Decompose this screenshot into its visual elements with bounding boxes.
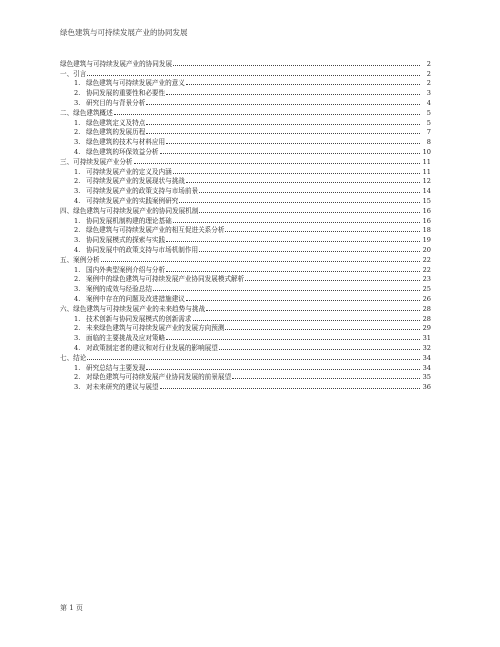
toc-page-number: 16: [422, 216, 431, 225]
toc-dot-leader: [225, 231, 420, 232]
toc-dot-leader: [219, 349, 420, 350]
toc-entry-title: 对政策制定者的建议和对行业发展的影响展望: [86, 343, 218, 352]
toc-dot-leader: [134, 163, 420, 164]
toc-dot-leader: [245, 280, 420, 281]
toc-dot-leader: [87, 359, 420, 360]
toc-dot-leader: [186, 84, 420, 85]
toc-dot-leader: [166, 339, 420, 340]
toc-entry-title: 绿色建筑的环保效益分析: [86, 147, 159, 156]
table-of-contents: [60, 58, 431, 391]
toc-page-number: 28: [422, 304, 431, 313]
toc-page-number: 10: [422, 147, 431, 156]
toc-subentry[interactable]: [60, 225, 431, 235]
toc-dot-leader: [199, 192, 420, 193]
toc-page-number: 32: [422, 343, 431, 352]
toc-entry-number: 2.: [74, 89, 81, 98]
toc-entry-number: 2.: [74, 373, 81, 382]
toc-subentry[interactable]: [60, 381, 431, 391]
toc-page-number: 22: [422, 255, 431, 264]
toc-subentry[interactable]: [60, 323, 431, 333]
toc-subentry[interactable]: [60, 342, 431, 352]
toc-entry[interactable]: [60, 107, 431, 117]
toc-entry-title: 绿色建筑与可持续发展产业的协同发展: [60, 59, 173, 68]
toc-entry-number: 1.: [74, 265, 81, 274]
toc-entry[interactable]: [60, 352, 431, 362]
page-header: 绿色建筑与可持续发展产业的协同发展: [60, 28, 188, 37]
toc-page-number: 36: [422, 383, 431, 392]
toc-entry-title: 可持续发展产业的政策支持与市场前景: [86, 187, 199, 196]
toc-subentry[interactable]: [60, 215, 431, 225]
toc-subentry[interactable]: [60, 176, 431, 186]
toc-subentry[interactable]: [60, 372, 431, 382]
toc-subentry[interactable]: [60, 166, 431, 176]
toc-entry[interactable]: [60, 205, 431, 215]
toc-entry-title: 协同发展的重要性和必要性: [86, 89, 166, 98]
toc-subentry[interactable]: [60, 234, 431, 244]
toc-page-number: 5: [426, 108, 431, 117]
toc-entry-title: 国内外典型案例介绍与分析: [86, 265, 166, 274]
toc-page-number: 26: [422, 294, 431, 303]
toc-subentry[interactable]: [60, 293, 431, 303]
toc-page-number: 11: [422, 167, 431, 176]
toc-entry-number: 3.: [74, 236, 81, 245]
toc-dot-leader: [146, 104, 420, 105]
toc-entry[interactable]: [60, 58, 431, 68]
toc-subentry[interactable]: [60, 127, 431, 137]
toc-subentry[interactable]: [60, 283, 431, 293]
toc-subentry[interactable]: [60, 136, 431, 146]
toc-entry-title: 绿色建筑定义及特点: [86, 118, 146, 127]
toc-dot-leader: [166, 271, 420, 272]
toc-entry-title: 可持续发展产业的实践案例研究: [86, 196, 179, 205]
toc-entry[interactable]: [60, 68, 431, 78]
toc-dot-leader: [166, 241, 420, 242]
toc-dot-leader: [173, 65, 420, 66]
toc-page-number: 3: [426, 89, 431, 98]
toc-dot-leader: [173, 173, 420, 174]
toc-entry-title: 案例中存在的问题及改进措施建议: [86, 294, 185, 303]
toc-entry-number: 3.: [74, 98, 81, 107]
toc-entry-number: 1.: [74, 79, 81, 88]
toc-entry-number: 1.: [74, 363, 81, 372]
toc-subentry[interactable]: [60, 274, 431, 284]
toc-subentry[interactable]: [60, 244, 431, 254]
toc-entry-title: 绿色建筑的发展历程: [86, 128, 146, 137]
toc-subentry[interactable]: [60, 78, 431, 88]
toc-entry-title: 六、绿色建筑与可持续发展产业的未来趋势与挑战: [60, 304, 206, 313]
toc-dot-leader: [101, 261, 420, 262]
toc-subentry[interactable]: [60, 362, 431, 372]
toc-subentry[interactable]: [60, 313, 431, 323]
toc-entry-title: 绿色建筑的技术与材料应用: [86, 138, 166, 147]
toc-entry-number: 4.: [74, 147, 81, 156]
toc-entry[interactable]: [60, 254, 431, 264]
toc-dot-leader: [199, 212, 420, 213]
toc-page-number: 18: [422, 226, 431, 235]
toc-entry-title: 五、案例分析: [60, 255, 100, 264]
toc-page-number: 7: [426, 128, 431, 137]
toc-page-number: 16: [422, 206, 431, 215]
toc-page-number: 12: [422, 177, 431, 186]
toc-entry-number: 3.: [74, 383, 81, 392]
toc-dot-leader: [206, 310, 420, 311]
toc-subentry[interactable]: [60, 264, 431, 274]
toc-entry-number: 2.: [74, 128, 81, 137]
toc-entry-number: 2.: [74, 275, 81, 284]
toc-entry-title: 二、绿色建筑概述: [60, 108, 113, 117]
toc-entry-title: 绿色建筑与可持续发展产业的意义: [86, 79, 185, 88]
toc-dot-leader: [199, 251, 420, 252]
toc-entry-number: 1.: [74, 216, 81, 225]
toc-dot-leader: [173, 222, 420, 223]
toc-subentry[interactable]: [60, 146, 431, 156]
toc-dot-leader: [232, 378, 420, 379]
toc-page-number: 22: [422, 265, 431, 274]
toc-page-number: 14: [422, 187, 431, 196]
toc-entry-title: 协同发展中的政策支持与市场机制作用: [86, 245, 199, 254]
toc-entry-title: 案例中的绿色建筑与可持续发展产业协同发展模式解析: [86, 275, 245, 284]
toc-dot-leader: [160, 388, 420, 389]
toc-page-number: 35: [422, 373, 431, 382]
toc-entry-number: 2.: [74, 177, 81, 186]
toc-entry-number: 1.: [74, 314, 81, 323]
toc-entry-title: 一、引言: [60, 69, 87, 78]
toc-entry-title: 协同发展机制构建的理论基础: [86, 216, 172, 225]
toc-entry-title: 对未来研究的建议与展望: [86, 383, 159, 392]
toc-dot-leader: [146, 133, 420, 134]
toc-page-number: 19: [422, 236, 431, 245]
toc-entry-title: 研究总结与主要发现: [86, 363, 146, 372]
toc-subentry[interactable]: [60, 87, 431, 97]
toc-subentry[interactable]: [60, 195, 431, 205]
toc-entry-title: 可持续发展产业的定义及内涵: [86, 167, 172, 176]
toc-entry-number: 3.: [74, 285, 81, 294]
toc-entry-title: 案例的成效与经验总结: [86, 285, 152, 294]
toc-entry-number: 2.: [74, 226, 81, 235]
toc-entry-number: 4.: [74, 294, 81, 303]
toc-entry-number: 1.: [74, 118, 81, 127]
toc-dot-leader: [225, 329, 420, 330]
page-footer: 第 1 页: [60, 604, 83, 612]
toc-entry-title: 协同发展模式的探索与实践: [86, 236, 166, 245]
toc-page-number: 5: [426, 118, 431, 127]
toc-dot-leader: [160, 153, 420, 154]
toc-page-number: 2: [426, 59, 431, 68]
toc-dot-leader: [153, 290, 420, 291]
toc-entry[interactable]: [60, 303, 431, 313]
toc-subentry[interactable]: [60, 97, 431, 107]
toc-entry-number: 3.: [74, 138, 81, 147]
toc-entry-title: 四、绿色建筑与可持续发展产业的协同发展机制: [60, 206, 199, 215]
toc-entry-number: 1.: [74, 167, 81, 176]
toc-page-number: 11: [422, 157, 431, 166]
toc-entry-title: 可持续发展产业的发展现状与挑战: [86, 177, 185, 186]
toc-dot-leader: [87, 75, 420, 76]
toc-dot-leader: [146, 124, 420, 125]
toc-page-number: 31: [422, 334, 431, 343]
toc-entry-title: 绿色建筑与可持续发展产业的相互促进关系分析: [86, 226, 225, 235]
toc-entry-number: 3.: [74, 187, 81, 196]
toc-page-number: 25: [422, 285, 431, 294]
toc-dot-leader: [166, 94, 420, 95]
toc-page-number: 29: [422, 324, 431, 333]
toc-entry-title: 三、可持续发展产业分析: [60, 157, 133, 166]
toc-dot-leader: [146, 369, 420, 370]
toc-entry-number: 4.: [74, 343, 81, 352]
toc-entry-number: 4.: [74, 245, 81, 254]
toc-entry-title: 未来绿色建筑与可持续发展产业的发展方向预测: [86, 324, 225, 333]
toc-page-number: 34: [422, 353, 431, 362]
toc-dot-leader: [166, 143, 420, 144]
toc-page-number: 20: [422, 245, 431, 254]
toc-page-number: 28: [422, 314, 431, 323]
toc-page-number: 15: [422, 196, 431, 205]
toc-dot-leader: [114, 114, 420, 115]
toc-entry[interactable]: [60, 156, 431, 166]
toc-entry-title: 研究目的与背景分析: [86, 98, 146, 107]
toc-page-number: 2: [426, 69, 431, 78]
toc-entry-title: 对绿色建筑与可持续发展产业协同发展的前景展望: [86, 373, 232, 382]
toc-page-number: 23: [422, 275, 431, 284]
toc-entry-number: 2.: [74, 324, 81, 333]
toc-entry-number: 3.: [74, 334, 81, 343]
toc-entry-title: 技术创新与协同发展模式的创新需求: [86, 314, 192, 323]
toc-subentry[interactable]: [60, 332, 431, 342]
toc-entry-number: 4.: [74, 196, 81, 205]
toc-subentry[interactable]: [60, 185, 431, 195]
toc-dot-leader: [186, 300, 420, 301]
toc-dot-leader: [186, 182, 420, 183]
toc-page-number: 4: [426, 98, 431, 107]
toc-entry-title: 七、结论: [60, 353, 87, 362]
toc-page-number: 8: [426, 138, 431, 147]
toc-page-number: 2: [426, 79, 431, 88]
toc-subentry[interactable]: [60, 117, 431, 127]
toc-dot-leader: [193, 320, 421, 321]
toc-entry-title: 面临的主要挑战及应对策略: [86, 334, 166, 343]
toc-page-number: 34: [422, 363, 431, 372]
toc-dot-leader: [179, 202, 420, 203]
